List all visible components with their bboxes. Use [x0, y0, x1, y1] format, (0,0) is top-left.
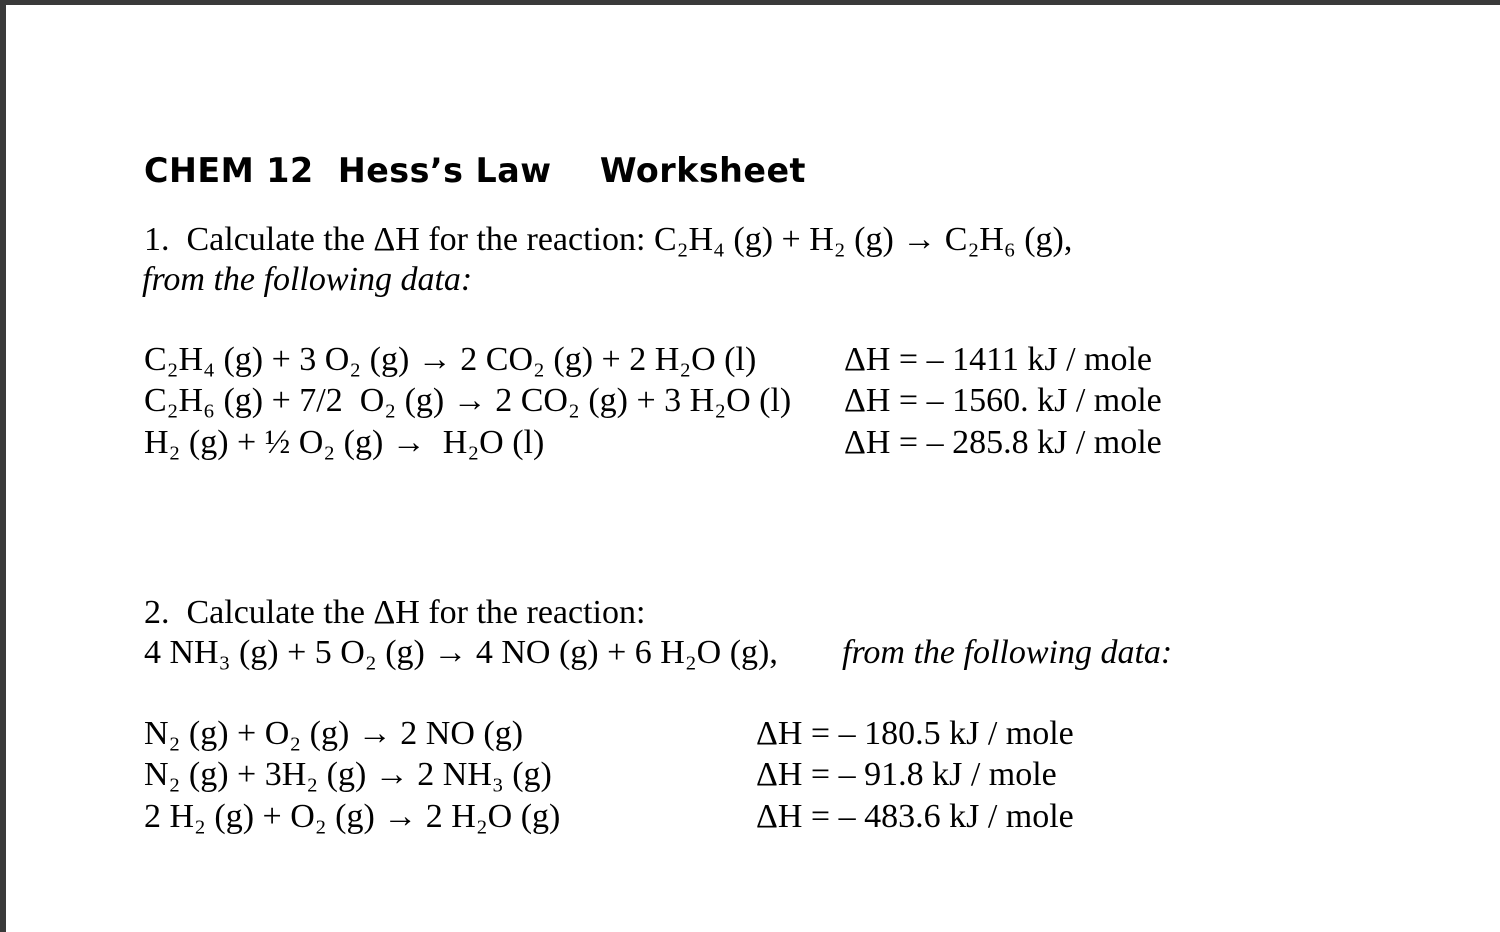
q2-target-reaction: 4 NH₃ (g) + 5 O₂ (g) → 4 NO (g) + 6 H₂O (g),	[144, 634, 778, 671]
q2-reaction-2-dh: ΔH = – 91.8 kJ / mole	[756, 756, 1057, 793]
q1-reaction-3-equation: H₂ (g) + ½ O₂ (g) → H₂O (l)	[144, 424, 545, 461]
q1-reaction-3-dh: ΔH = – 285.8 kJ / mole	[844, 424, 1162, 461]
q2-reaction-3-dh: ΔH = – 483.6 kJ / mole	[756, 798, 1074, 835]
q2-from-data: from the following data:	[842, 634, 1173, 671]
worksheet-title: CHEM 12 Hess’s Law Worksheet	[144, 151, 806, 191]
q1-reaction-1-equation: C₂H₄ (g) + 3 O₂ (g) → 2 CO₂ (g) + 2 H₂O (l)	[144, 341, 757, 378]
q2-prompt: 2. Calculate the ΔH for the reaction:	[144, 594, 646, 631]
q2-reaction-3-equation: 2 H₂ (g) + O₂ (g) → 2 H₂O (g)	[144, 798, 561, 835]
q2-reaction-1-equation: N₂ (g) + O₂ (g) → 2 NO (g)	[144, 715, 524, 752]
q2-reaction-2-equation: N₂ (g) + 3H₂ (g) → 2 NH₃ (g)	[144, 756, 552, 793]
q1-reaction-2-equation: C₂H₆ (g) + 7/2 O₂ (g) → 2 CO₂ (g) + 3 H₂O (l)	[144, 382, 792, 419]
q1-from-data: from the following data:	[142, 261, 473, 298]
q2-reaction-1-dh: ΔH = – 180.5 kJ / mole	[756, 715, 1074, 752]
q1-reaction-2-dh: ΔH = – 1560. kJ / mole	[844, 382, 1162, 419]
worksheet-page	[6, 5, 1500, 932]
q1-reaction-1-dh: ΔH = – 1411 kJ / mole	[844, 341, 1152, 378]
q1-prompt: 1. Calculate the ΔH for the reaction: C₂H₄ (g) + H₂ (g) → C₂H₆ (g),	[144, 221, 1073, 258]
